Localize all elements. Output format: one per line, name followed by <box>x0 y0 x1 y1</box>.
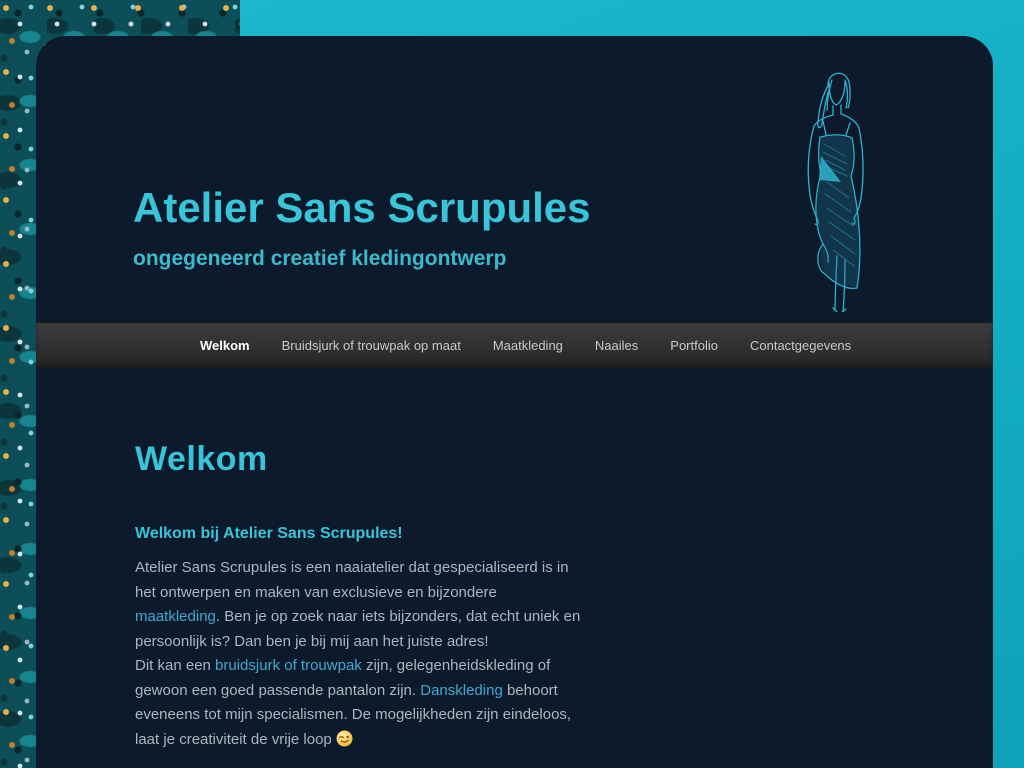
nav-link-naailes[interactable]: Naailes <box>594 337 639 353</box>
nav-link-maatkleding[interactable]: Maatkleding <box>492 337 563 353</box>
nav-item <box>734 323 867 368</box>
nav-link-welkom[interactable]: Welkom <box>200 337 250 353</box>
inline-link[interactable]: maatkleding <box>135 608 216 625</box>
site-title <box>133 186 591 230</box>
nav-link-contactgegevens[interactable]: Contactgegevens <box>749 337 852 353</box>
wink-emoji-icon <box>336 730 353 747</box>
paragraph: Atelier Sans Scrupules is een naaiatelier dat gespecialiseerd is in het ontwerpen en maken van exclusieve en bijzondere maatkleding. Ben je op zoek naar iets bijzonders, dat echt uniek en persoonlijk is? Dan ben je bij mij aan het juiste adres! <box>135 559 581 650</box>
text-column <box>135 525 581 752</box>
nav-item <box>477 323 579 368</box>
page-title: Welkom <box>135 440 268 478</box>
nav-link-portfolio[interactable]: Portfolio <box>670 337 718 353</box>
intro-title: Welkom bij Atelier Sans Scrupules! <box>135 525 403 542</box>
main-nav <box>36 322 993 368</box>
fashion-sketch-icon <box>793 60 881 312</box>
nav-item <box>266 323 477 368</box>
nav-item <box>654 323 734 368</box>
nav-link-bruidsjurk-of-trouwpak-op-maat[interactable]: Bruidsjurk of trouwpak op maat <box>281 337 461 353</box>
title-block <box>133 186 591 271</box>
site-header <box>36 36 993 322</box>
nav-item <box>184 323 266 368</box>
site-title-link[interactable]: Atelier Sans Scrupules <box>133 184 591 231</box>
inline-link[interactable]: Danskleding <box>420 681 503 699</box>
main-nav-list <box>36 323 993 368</box>
site-tagline: ongegeneerd creatief kledingontwerp <box>133 247 507 271</box>
paragraph: Dit kan een bruidsjurk of trouwpak zijn, gelegenheidskleding of gewoon een goed passende pantalon zijn. Danskleding behoort eveneens tot mijn specialismen. De mogelijkheden zijn eindeloos, laat je creativiteit de vrije loop <box>135 657 572 748</box>
fashion-sketch-illustration <box>793 60 881 316</box>
site-card <box>36 36 993 768</box>
inline-link[interactable]: bruidsjurk of trouwpak <box>215 657 362 674</box>
main-content <box>36 368 993 752</box>
nav-item <box>579 323 654 368</box>
paragraphs <box>135 556 581 752</box>
